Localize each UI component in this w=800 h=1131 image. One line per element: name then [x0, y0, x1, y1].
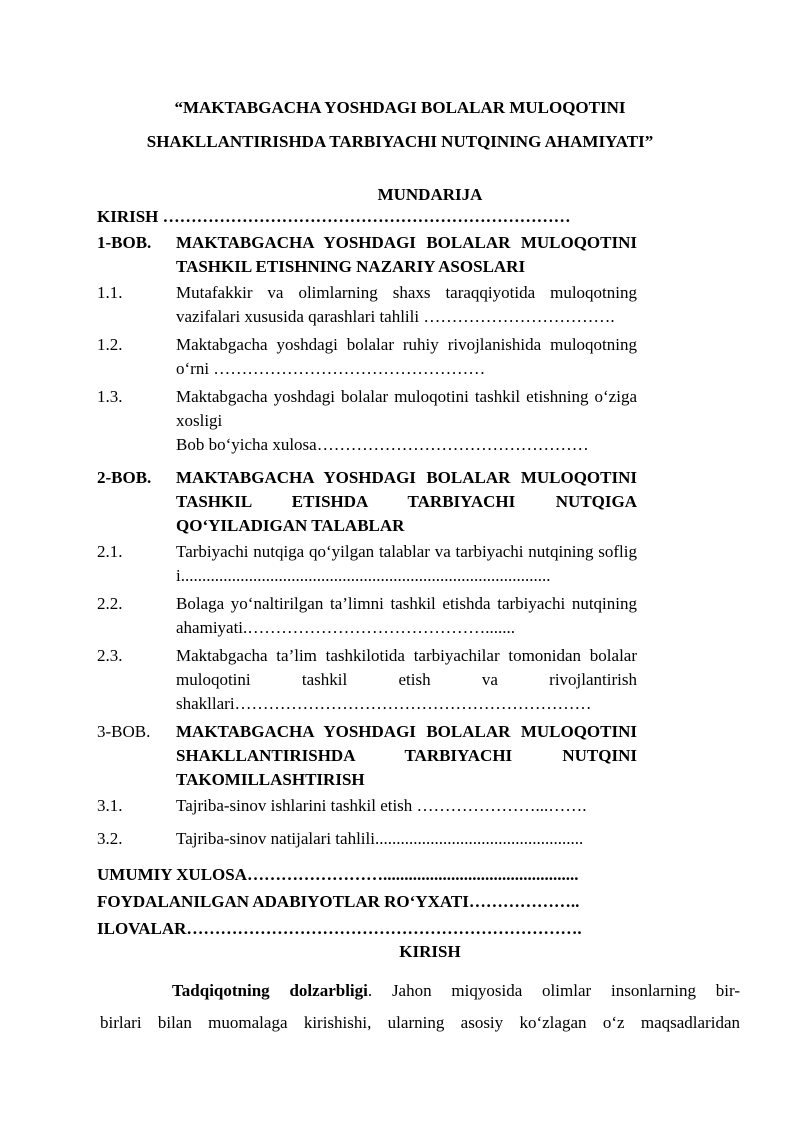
toc-item-1-3 — [97, 385, 637, 433]
toc-item-2-2 — [97, 592, 637, 640]
item-number: 2.1. — [97, 542, 123, 561]
toc-chapter-3 — [97, 720, 637, 792]
toc-item-1-2 — [97, 333, 637, 381]
item-number: 1.3. — [97, 387, 123, 406]
toc-heading: MUNDARIJA — [377, 185, 483, 204]
intro-lead: Tadqiqotning dolzarbligi — [172, 981, 368, 1000]
item-text: Maktabgacha ta’lim tashkilotida tarbiyachilar tomonidan bolalar muloqotini tashkil etish va rivojlantirish shakllari……………………………………………………… — [176, 646, 637, 713]
toc-references: FOYDALANILGAN ADABIYOTLAR RO‘YXATI……………….. — [97, 892, 580, 911]
summary-text: Bob bo‘yicha xulosa………………………………………… — [176, 435, 589, 454]
toc-conclusion: UMUMIY XULOSA…………………….............................................. — [97, 865, 579, 884]
intro-line-2: birlari bilan muomalaga kirishishi, ularning asosiy ko‘zlagan o‘z maqsadlaridan — [100, 1013, 740, 1032]
item-number: 1.1. — [97, 283, 123, 302]
item-number: 2.3. — [97, 646, 123, 665]
item-text: Mutafakkir va olimlarning shaxs taraqqiyotida muloqotning vazifalari xususida qarashlari tahlili ……………………………. — [176, 283, 637, 326]
toc-appendix: ILOVALAR……………………………………………………………. — [97, 919, 582, 938]
item-text: Bolaga yo‘naltirilgan ta’limni tashkil etishda tarbiyachi nutqining ahamiyati.……………………………………....... — [176, 594, 637, 637]
document-title-line-1: “MAKTABGACHA YOSHDAGI BOLALAR MULOQOTINI — [174, 98, 626, 117]
item-text: Tarbiyachi nutqiga qo‘yilgan talablar va tarbiyachi nutqining sofligi....................................................................................... — [176, 542, 637, 585]
item-text: Maktabgacha yoshdagi bolalar muloqotini tashkil etishning o‘ziga xosligi — [176, 387, 637, 430]
intro-line-1 — [100, 975, 740, 1007]
toc-chapter-2 — [97, 466, 637, 538]
item-number: 2.2. — [97, 594, 123, 613]
toc-chapter-1 — [97, 231, 637, 279]
toc-item-3-1 — [97, 794, 637, 818]
chapter-title: MAKTABGACHA YOSHDAGI BOLALAR MULOQOTINI SHAKLLANTIRISHDA TARBIYACHI NUTQINI TAKOMILLASHTIRISH — [176, 722, 637, 789]
toc-item-2-1 — [97, 540, 637, 588]
toc-item-3-2 — [97, 827, 637, 851]
intro-heading: KIRISH — [399, 942, 461, 961]
item-number: 1.2. — [97, 335, 123, 354]
item-text: Tajriba-sinov ishlarini tashkil etish …………………...……. — [176, 796, 587, 815]
chapter-title: MAKTABGACHA YOSHDAGI BOLALAR MULOQOTINI TASHKIL ETISHDA TARBIYACHI NUTQIGA QO‘YILADIGAN TALABLAR — [176, 468, 637, 535]
chapter-number: 1-BOB. — [97, 233, 152, 252]
item-number: 3.2. — [97, 829, 123, 848]
chapter-title: MAKTABGACHA YOSHDAGI BOLALAR MULOQOTINI TASHKIL ETISHNING NAZARIY ASOSLARI — [176, 233, 637, 276]
intro-line-1-text: . Jahon miqyosida olimlar insonlarning bir- — [367, 981, 740, 1000]
chapter-number: 3-BOB. — [97, 722, 151, 741]
item-number: 3.1. — [97, 796, 123, 815]
item-text: Tajriba-sinov natijalari tahlili................................................. — [176, 829, 584, 848]
toc-item-2-3 — [97, 644, 637, 716]
document-title-line-2: SHAKLLANTIRISHDA TARBIYACHI NUTQINING AHAMIYATI” — [146, 132, 654, 151]
chapter-number: 2-BOB. — [97, 468, 152, 487]
toc-item-1-1 — [97, 281, 637, 329]
toc-summary-1 — [97, 433, 637, 457]
intro-paragraph — [100, 975, 740, 1039]
toc-kirish: KIRISH ……………………………………………………………… — [97, 207, 571, 226]
item-text: Maktabgacha yoshdagi bolalar ruhiy rivojlanishida muloqotning o‘rni ………………………………………… — [176, 335, 637, 378]
table-of-contents — [97, 205, 637, 941]
